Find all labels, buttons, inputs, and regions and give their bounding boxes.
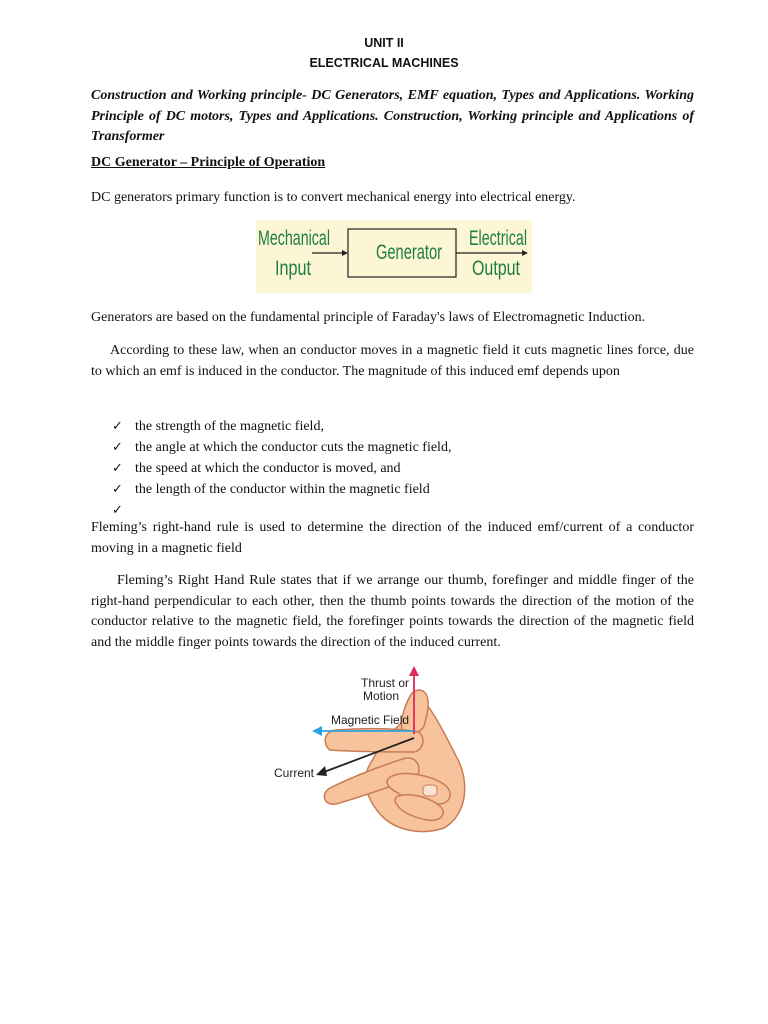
output-label-line2: Output: [472, 257, 521, 280]
current-arrowhead: [316, 766, 327, 776]
checkmark-icon: ✓: [112, 418, 123, 433]
list-item: ✓ the length of the conductor within the magnetic field: [112, 478, 451, 499]
list-item: ✓ the angle at which the conductor cuts the magnetic field,: [112, 436, 451, 457]
generator-function-paragraph: DC generators primary function is to convert mechanical energy into electrical energy.: [91, 190, 576, 205]
unit-number: UNIT II: [364, 36, 404, 50]
output-label-line1: Electrical: [469, 227, 527, 250]
faraday-paragraph: Generators are based on the fundamental principle of Faraday's laws of Electromagnetic Induction.: [91, 310, 646, 325]
input-label-line2: Input: [275, 257, 312, 280]
generator-box-label: Generator: [376, 241, 442, 264]
magnetic-field-label: Magnetic Field: [331, 713, 410, 727]
checkmark-icon: ✓: [112, 502, 123, 517]
thrust-arrowhead: [409, 666, 419, 676]
thrust-label-line1: Thrust or: [361, 676, 410, 690]
generator-block-diagram: [256, 220, 532, 293]
input-label-line1: Mechanical: [258, 227, 330, 250]
list-item: ✓ the strength of the magnetic field,: [112, 415, 451, 436]
fingernail: [423, 785, 437, 796]
induction-law-paragraph: According to these law, when an conductor moves in a magnetic field it cuts magnetic lines force, due to which an emf is induced in the conductor. The magnitude of this induced emf depends upon: [91, 343, 694, 379]
list-item: ✓ the speed at which the conductor is moved, and: [112, 457, 451, 478]
section-heading: DC Generator – Principle of Operation: [91, 155, 326, 170]
checkmark-icon: ✓: [112, 439, 123, 454]
thrust-label-line2: Motion: [363, 689, 400, 703]
magnetic-field-arrowhead: [312, 726, 322, 736]
unit-syllabus: Construction and Working principle- DC Generators, EMF equation, Types and Applications. Working Principle of DC motors, Types and Applications. Construction, Working principle and Applications of Transformer: [91, 88, 694, 145]
unit-title: ELECTRICAL MACHINES: [309, 56, 459, 70]
fleming-intro-paragraph: Fleming’s right-hand rule is used to determine the direction of the induced emf/current of a conductor moving in a magnetic field: [91, 520, 694, 556]
current-label: Current: [274, 766, 315, 780]
checkmark-icon: ✓: [112, 460, 123, 475]
list-item: [112, 499, 451, 520]
fleming-rule-paragraph: Fleming’s Right Hand Rule states that if we arrange our thumb, forefinger and middle finger of the right-hand perpendicular to each other, then the thumb points towards the direction of the motion of the conductor relative to the magnetic field, the forefinger points towards the direction of the magnetic field and the middle finger points towards the direction of the induced current.: [91, 573, 694, 650]
emf-factors-list: [112, 415, 451, 520]
fleming-right-hand-figure: [268, 664, 508, 838]
checkmark-icon: ✓: [112, 481, 123, 496]
